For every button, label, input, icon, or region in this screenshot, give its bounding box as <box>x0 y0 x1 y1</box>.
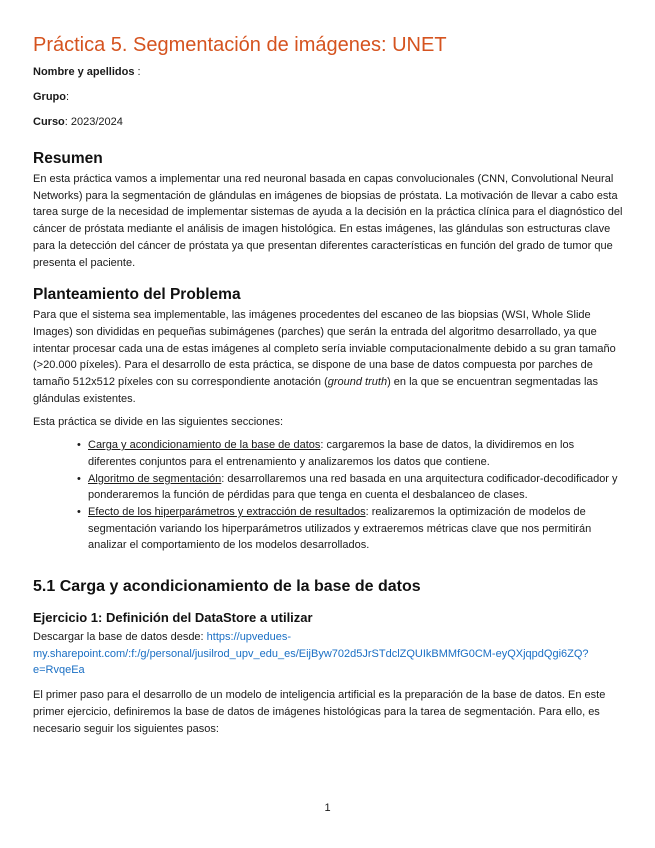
group-value: : <box>66 91 70 103</box>
exercise-1-heading: Ejercicio 1: Definición del DataStore a utilizar <box>33 610 313 626</box>
sections-intro: Esta práctica se divide en las siguientes secciones: <box>33 416 284 429</box>
course-label: Curso <box>33 116 65 128</box>
document-title: Práctica 5. Segmentación de imágenes: UNET <box>33 34 447 56</box>
list-item-term: Efecto de los hiperparámetros y extracción de resultados <box>88 505 366 518</box>
list-item-desc: : desarrollaremos una red basada en una arquitectura codificador-decodificador y ponderaremos la función de pérdidas para que tenga en cuenta el desbalanceo de clases. <box>88 472 618 502</box>
dataset-link[interactable]: https://upvedues-my.sharepoint.com/:f:/g/personal/jusilrod_upv_edu_es/EijByw702d5JrSTdclZQUIkBMMfG0CM-eyQXjqpdQgi6ZQ?e=RvqeEa <box>33 631 589 677</box>
section-5-1-heading: 5.1 Carga y acondicionamiento de la base de datos <box>33 578 421 596</box>
page-number: 1 <box>324 802 331 814</box>
group-label: Grupo <box>33 91 66 103</box>
name-field <box>33 66 623 79</box>
name-label: Nombre y apellidos <box>33 66 135 78</box>
planteamiento-paragraph: Para que el sistema sea implementable, las imágenes procedentes del escaneo de las biopsias (WSI, Whole Slide Images) son divididas en pequeñas subimágenes (parches) que serán la entrada del algoritmo desarrollado, ya que intentar procesar cada una de estas imágenes al completo sería inviable computacionalmente debido a su gran tamaño (>20.000 píxeles). Para el desarrollo de esta práctica, se dispone de una base de datos compuesta por parches de tamaño 512x512 píxeles con su correspondiente anotación (ground truth) en la que se encuentran segmentadas las glándulas existentes. <box>33 309 616 405</box>
list-item-desc: : realizaremos la optimización de modelos de segmentación variando los hiperparámetros utilizados y extraeremos métricas clave que nos permitirán analizar el comportamiento de los modelos desarrollados. <box>88 505 592 552</box>
course-value: : 2023/2024 <box>64 116 123 128</box>
download-label: Descargar la base de datos desde: <box>33 631 207 644</box>
ground-truth-term: ground truth <box>327 376 388 389</box>
list-item-desc: : cargaremos la base de datos, la dividiremos en los diferentes conjuntos para el entrenamiento y analizaremos los datos que contiene. <box>88 439 575 468</box>
planteamiento-heading: Planteamiento del Problema <box>33 286 241 304</box>
list-item-term: Algoritmo de segmentación <box>88 472 222 485</box>
list-item <box>77 504 623 554</box>
download-paragraph <box>33 629 623 679</box>
sections-list <box>33 437 623 554</box>
exercise-1-paragraph: El primer paso para el desarrollo de un modelo de inteligencia artificial es la preparación de la base de datos. En este primer ejercicio, definiremos la base de datos de imágenes histológicas para la tarea de segmentación. Para ello, es necesario seguir los siguientes pasos: <box>33 689 606 735</box>
list-item-term: Carga y acondicionamiento de la base de datos <box>88 439 321 452</box>
list-item <box>77 437 623 470</box>
list-item <box>77 471 623 504</box>
resumen-heading: Resumen <box>33 150 103 167</box>
name-value: : <box>134 66 141 78</box>
course-field <box>33 116 623 129</box>
page-content <box>33 33 623 737</box>
group-field <box>33 91 623 104</box>
resumen-paragraph: En esta práctica vamos a implementar una red neuronal basada en capas convolucionales (CNN, Convolutional Neural Networks) para la segmentación de glándulas en imágenes de biopsias de próstata. La motivación de llevar a cabo esta tarea surge de la necesidad de implementar sistemas de ayuda a la decisión en la práctica clínica para el diagnóstico del cáncer de próstata mediante el análisis de imagen histológica. En estas imágenes, las glándulas son estructuras clave para la detección del cáncer de próstata ya que presentan diferentes características en función del grado de tumor que presenta el paciente. <box>33 173 623 269</box>
